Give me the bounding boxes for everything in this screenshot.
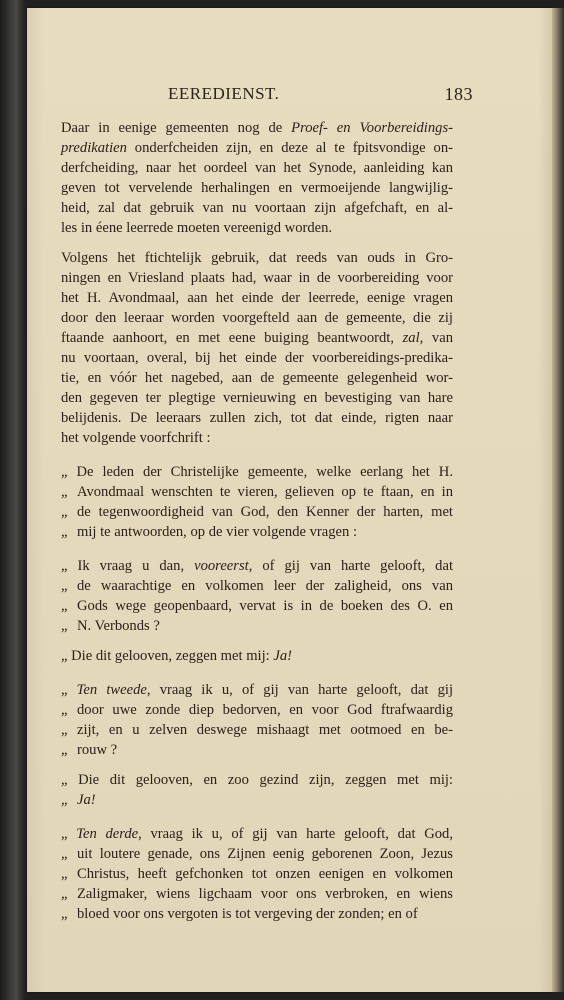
text-segment: de tegenwoordigheid van God, den Kenner der harten, met [77,504,453,520]
text-segment: de waarachtige en volkomen leer der zaligheid, ons van [77,578,453,594]
quoted-line-text [61,482,453,502]
text-line [61,770,453,790]
text-line [61,268,453,288]
text-line [61,844,453,864]
quoted-line-text [61,576,453,596]
text-line [61,388,453,408]
text-segment: rouw ? [77,742,118,758]
text-segment: „ Ik vraag u dan, [61,558,195,574]
text-line [61,576,453,596]
text-line [61,700,453,720]
text-segment: , vraag ik u, of gij van harte gelooft, dat gij [146,682,453,698]
question-third [61,824,453,924]
text-line [61,680,453,700]
text-line [61,428,453,448]
quoted-line-text [61,720,453,740]
text-line [61,408,453,428]
text-line [61,138,453,158]
question-second [61,680,453,760]
text-segment: onderfcheiden zijn, en deze al te fpitsvondige on- [126,140,453,156]
text-segment: Avondmaal wenschten te vieren, gelieven op te ftaan, en in [77,484,453,500]
quote-mark: „ [61,578,68,594]
text-segment: belijdenis. De leeraars zullen zich, tot dat einde, rigten naar [61,410,453,426]
paragraph-gap [61,810,453,824]
text-line [61,158,453,178]
text-segment: heid, zal dat gebruik van nu voortaan zijn afgefchaft, en al- [61,200,453,216]
text-segment: het H. Avondmaal, aan het einde der leerrede, eenige vragen [61,290,453,306]
question-intro [61,462,453,542]
text-segment: , of gij van harte gelooft, dat [248,558,453,574]
text-line [61,288,453,308]
text-segment: „ Die dit gelooven, en zoo gezind zijn, zeggen met mij: [61,772,453,788]
text-segment: door den leeraar worden voorgefteld aan de gemeente, die zij [61,310,453,326]
paragraph-gap [61,542,453,556]
text-segment: door uwe zonde diep bedorven, en voor God ftrafwaardig [77,702,453,718]
text-line [61,248,453,268]
answer-first [61,646,453,666]
text-segment: les in éene leerrede moeten vereenigd worden. [61,220,333,236]
running-header [168,80,473,106]
text-segment: N. Verbonds ? [77,618,160,634]
quoted-line-text [61,616,453,636]
italic-text: Ten tweede [76,682,147,698]
italic-text: Proef- en Voorbereidings- [291,120,453,136]
quote-mark: „ [61,846,68,862]
quote-mark: „ [61,618,68,634]
text-line [61,502,453,522]
quote-mark: „ [61,524,68,540]
question-first [61,556,453,636]
italic-text: Ja! [273,648,292,664]
quote-mark: „ [61,886,68,902]
text-segment: geven tot vervelende herhalingen en vermoeijende langwijlig- [61,180,453,196]
quoted-line-text [61,502,453,522]
text-line [61,328,453,348]
text-segment: mij te antwoorden, op de vier volgende vragen : [77,524,358,540]
quote-mark: „ [61,866,68,882]
italic-text: Ja! [77,792,96,808]
quoted-line-text [61,864,453,884]
quote-mark: „ [61,742,68,758]
page-edge [552,8,564,992]
italic-text: Ten derde [76,826,139,842]
paragraph-gap [61,448,453,462]
text-segment: nu voortaan, overal, bij het einde der voorbereidings-predika- [61,350,453,366]
text-line [61,348,453,368]
italic-text: vooreerst [194,558,249,574]
text-segment: , vraag ik u, of gij van harte gelooft, dat God, [138,826,453,842]
text-line [61,522,453,542]
text-segment: , van [419,330,454,346]
running-title: EEREDIENST. [168,84,280,103]
quote-mark: „ [61,792,68,808]
text-segment: Gods wege geopenbaard, vervat is in de boeken des O. en [77,598,453,614]
paragraph-voorbereiding [61,248,453,448]
text-line [61,218,453,238]
text-line [61,308,453,328]
text-line [61,178,453,198]
text-line [61,482,453,502]
text-segment: Christus, heeft gefchonken tot onzen eenigen en volkomen [77,866,453,882]
text-segment: zijt, en u zelven deswege mishaagt met ootmoed en be- [77,722,453,738]
paragraph-gap [61,238,453,248]
text-segment: ningen en Vriesland plaats had, waar in de voorbereiding voor [61,270,453,286]
page-number: 183 [444,84,473,104]
text-segment: „ [61,826,77,842]
quote-mark: „ [61,906,68,922]
text-segment: derfcheiding, naar het oordeel van het Synode, aanleiding kan [61,160,453,176]
text-segment: „ [61,682,77,698]
text-segment: het volgende voorfchrift : [61,430,211,446]
text-segment: Zaligmaker, wiens ligchaam voor ons verbroken, en wiens [77,886,453,902]
text-line [61,720,453,740]
italic-text: predikatien [61,140,127,156]
answer-second [61,770,453,810]
text-line [61,198,453,218]
paragraph-proef-predikatien [61,118,453,238]
text-line [61,864,453,884]
text-line [61,646,453,666]
text-segment: Volgens het ftichtelijk gebruik, dat reeds van ouds in Gro- [61,250,453,266]
quoted-line-text [61,596,453,616]
text-segment: tie, en vóór het nagebed, aan de gemeente gelegenheid wor- [61,370,453,386]
text-line [61,790,453,810]
quoted-line-text [61,844,453,864]
italic-text: zal [402,330,420,346]
paragraph-gap [61,636,453,646]
text-line [61,556,453,576]
text-line [61,884,453,904]
quote-mark: „ [61,484,68,500]
text-segment: Daar in eenige gemeenten nog de [61,120,292,136]
text-line [61,118,453,138]
text-line [61,368,453,388]
quoted-line-text [61,904,453,924]
quote-mark: „ [61,722,68,738]
text-line [61,740,453,760]
text-segment: den gegeven ter plegtige vernieuwing en bevestiging van hare [61,390,453,406]
text-segment: „ Die dit gelooven, zeggen met mij: [61,648,274,664]
quoted-line-text [61,740,453,760]
text-line [61,596,453,616]
text-line [61,824,453,844]
text-line [61,904,453,924]
text-segment: uit loutere genade, ons Zijnen eenig geborenen Zoon, Jezus [77,846,453,862]
quoted-line-text [61,790,453,810]
text-segment: ftaande aanhoort, en met eene buiging beantwoordt, [61,330,403,346]
quoted-line-text [61,884,453,904]
text-line [61,616,453,636]
quoted-line-text [61,522,453,542]
quoted-line-text [61,700,453,720]
quote-mark: „ [61,504,68,520]
text-segment: bloed voor ons vergoten is tot vergeving der zonden; en of [77,906,418,922]
quote-mark: „ [61,702,68,718]
quote-mark: „ [61,598,68,614]
paragraph-gap [61,666,453,680]
text-line [61,462,453,482]
paragraph-gap [61,760,453,770]
text-segment: „ De leden der Christelijke gemeente, welke eerlang het H. [61,464,453,480]
body-text [61,118,453,924]
